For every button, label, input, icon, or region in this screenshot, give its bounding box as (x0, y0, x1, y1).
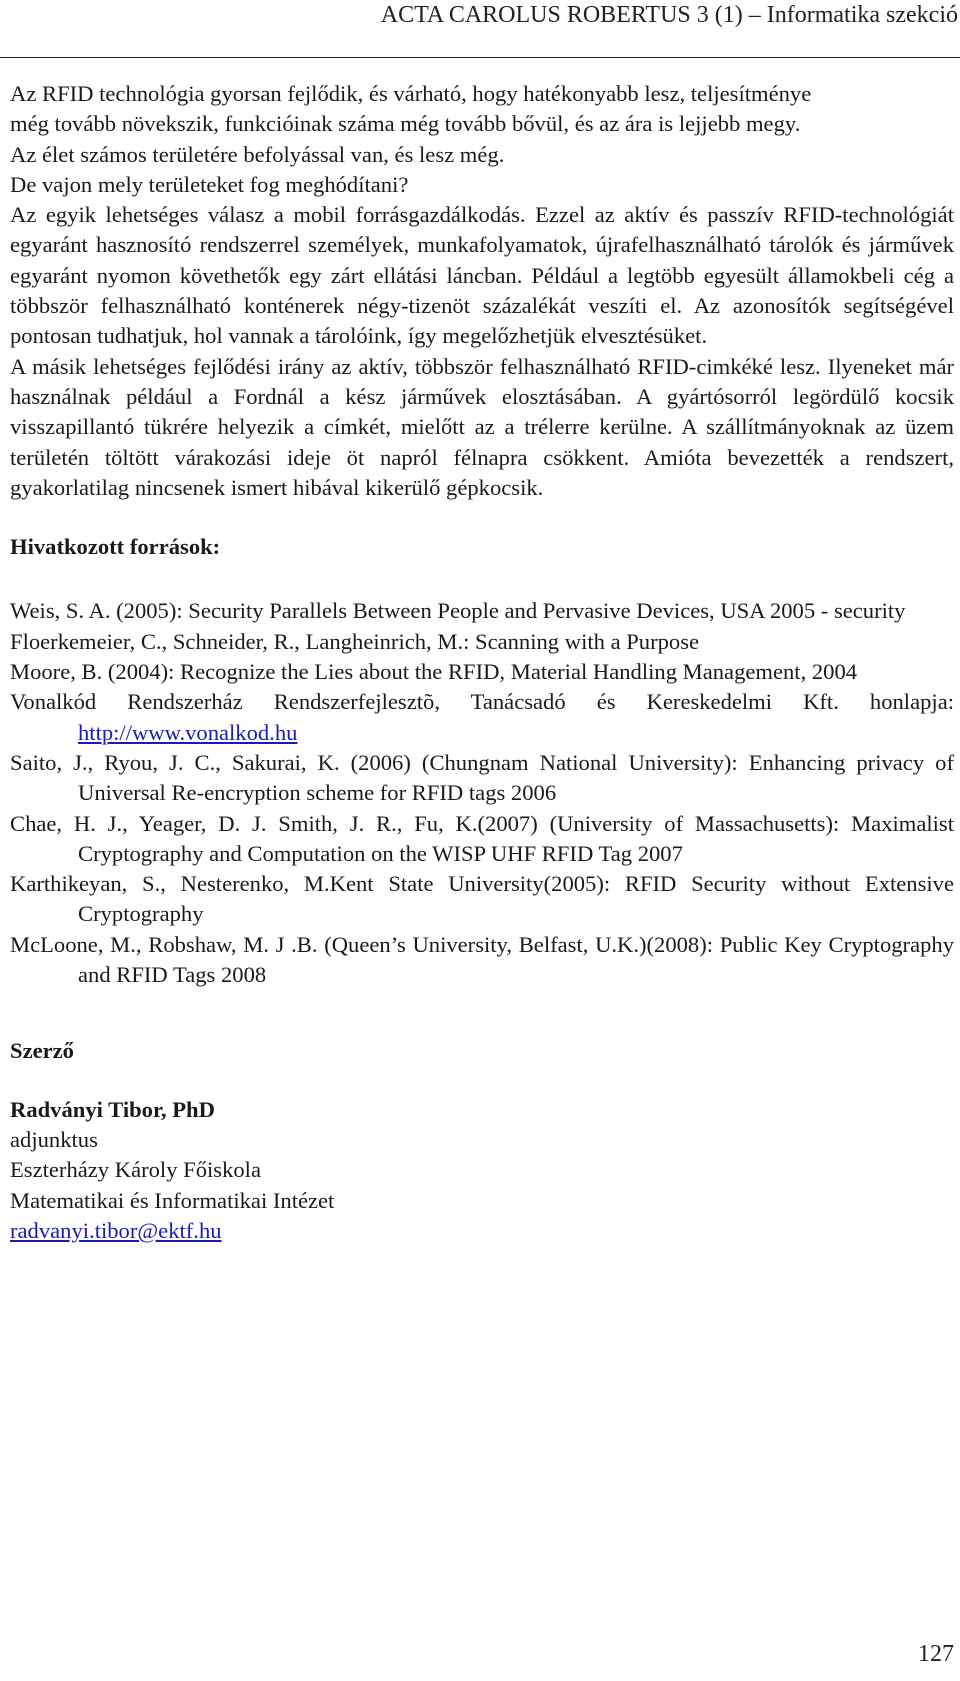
author-name: Radványi Tibor, PhD (10, 1096, 215, 1122)
body-paragraph-1: Az egyik lehetséges válasz a mobil forrásgazdálkodás. Ezzel az aktív és passzív RFID-technológiát egyaránt hasznosító rendszerrel személyek, munkafolyamatok, újrafelhasználható tárolók és járművek egyaránt nyomon követhetők egy zárt ellátási láncban. Például a legtöbb egyesült államokbeli cég a többször felhasználható konténerek négy-tizenöt százalékát veszíti el. Az azonosítók segítségével pontosan tudhatjuk, hol vannak a tárolóink, így megelőzhetjük elvesztésüket. (10, 202, 954, 349)
reference-item: Weis, S. A. (2005): Security Parallels Between People and Pervasive Devices, USA 2005 - security (10, 598, 906, 624)
reference-item: Karthikeyan, S., Nesterenko, M.Kent State University(2005): RFID Security without Extensive Cryptography (10, 871, 954, 927)
page-content (10, 79, 954, 1246)
intro-line-1: Az RFID technológia gyorsan fejlődik, és várható, hogy hatékonyabb lesz, teljesítménye (10, 81, 812, 106)
author-heading: Szerző (10, 1038, 74, 1064)
intro-line-3: Az élet számos területére befolyással van, és lesz még. (10, 141, 505, 167)
reference-item: Saito, J., Ryou, J. C., Sakurai, K. (2006) (Chungnam National University): Enhancing privacy of Universal Re-encryption scheme for RFID tags 2006 (10, 749, 954, 806)
intro-line-2: még tovább növekszik, funkcióinak száma még tovább bővül, és az ára is lejjebb megy. (10, 111, 801, 137)
reference-item (10, 687, 954, 748)
body-paragraph-2: A másik lehetséges fejlődési irány az aktív, többször felhasználható RFID-cimkéké lesz. Ilyeneket már használnak például a Fordnál a kész járművek elosztásában. A gyártósorról legördülő kocsik visszapillantó tükrére helyezik a címkét, mielőtt az a trélerre kerülne. A szállítmányoknak az üzem területén töltött várakozási ideje öt napról félnapra csökkent. Amióta bevezették a rendszert, gyakorlatilag nincsenek ismert hibával kikerülő gépkocsik. (10, 353, 954, 500)
author-institution: Eszterházy Károly Főiskola (10, 1157, 261, 1183)
author-department: Matematikai és Informatikai Intézet (10, 1187, 335, 1213)
reference-link[interactable]: http://www.vonalkod.hu (78, 719, 298, 745)
intro-line-4: De vajon mely területeket fog meghódítani? (10, 171, 409, 197)
author-block (10, 1095, 954, 1246)
running-header (0, 0, 960, 58)
journal-title: ACTA CAROLUS ROBERTUS 3 (1) – Informatika szekció (380, 2, 958, 28)
reference-item: Chae, H. J., Yeager, D. J. Smith, J. R., Fu, K.(2007) (University of Massachusetts): Maximalist Cryptography and Computation on the WISP UHF RFID Tag 2007 (10, 810, 954, 866)
reference-item: Floerkemeier, C., Schneider, R., Langheinrich, M.: Scanning with a Purpose (10, 628, 700, 654)
author-position: adjunktus (10, 1126, 98, 1152)
reference-text: Vonalkód Rendszerház Rendszerfejlesztõ, Tanácsadó és Kereskedelmi Kft. honlapja: (10, 689, 954, 715)
reference-item: Moore, B. (2004): Recognize the Lies about the RFID, Material Handling Management, 2004 (10, 659, 858, 685)
reference-list (10, 596, 954, 990)
page-number: 127 (918, 1641, 954, 1667)
reference-item: McLoone, M., Robshaw, M. J .B. (Queen’s University, Belfast, U.K.)(2008): Public Key Cryptography and RFID Tags 2008 (10, 931, 954, 988)
author-email-link[interactable]: radvanyi.tibor@ektf.hu (10, 1217, 222, 1243)
references-heading: Hivatkozott források: (10, 534, 221, 560)
